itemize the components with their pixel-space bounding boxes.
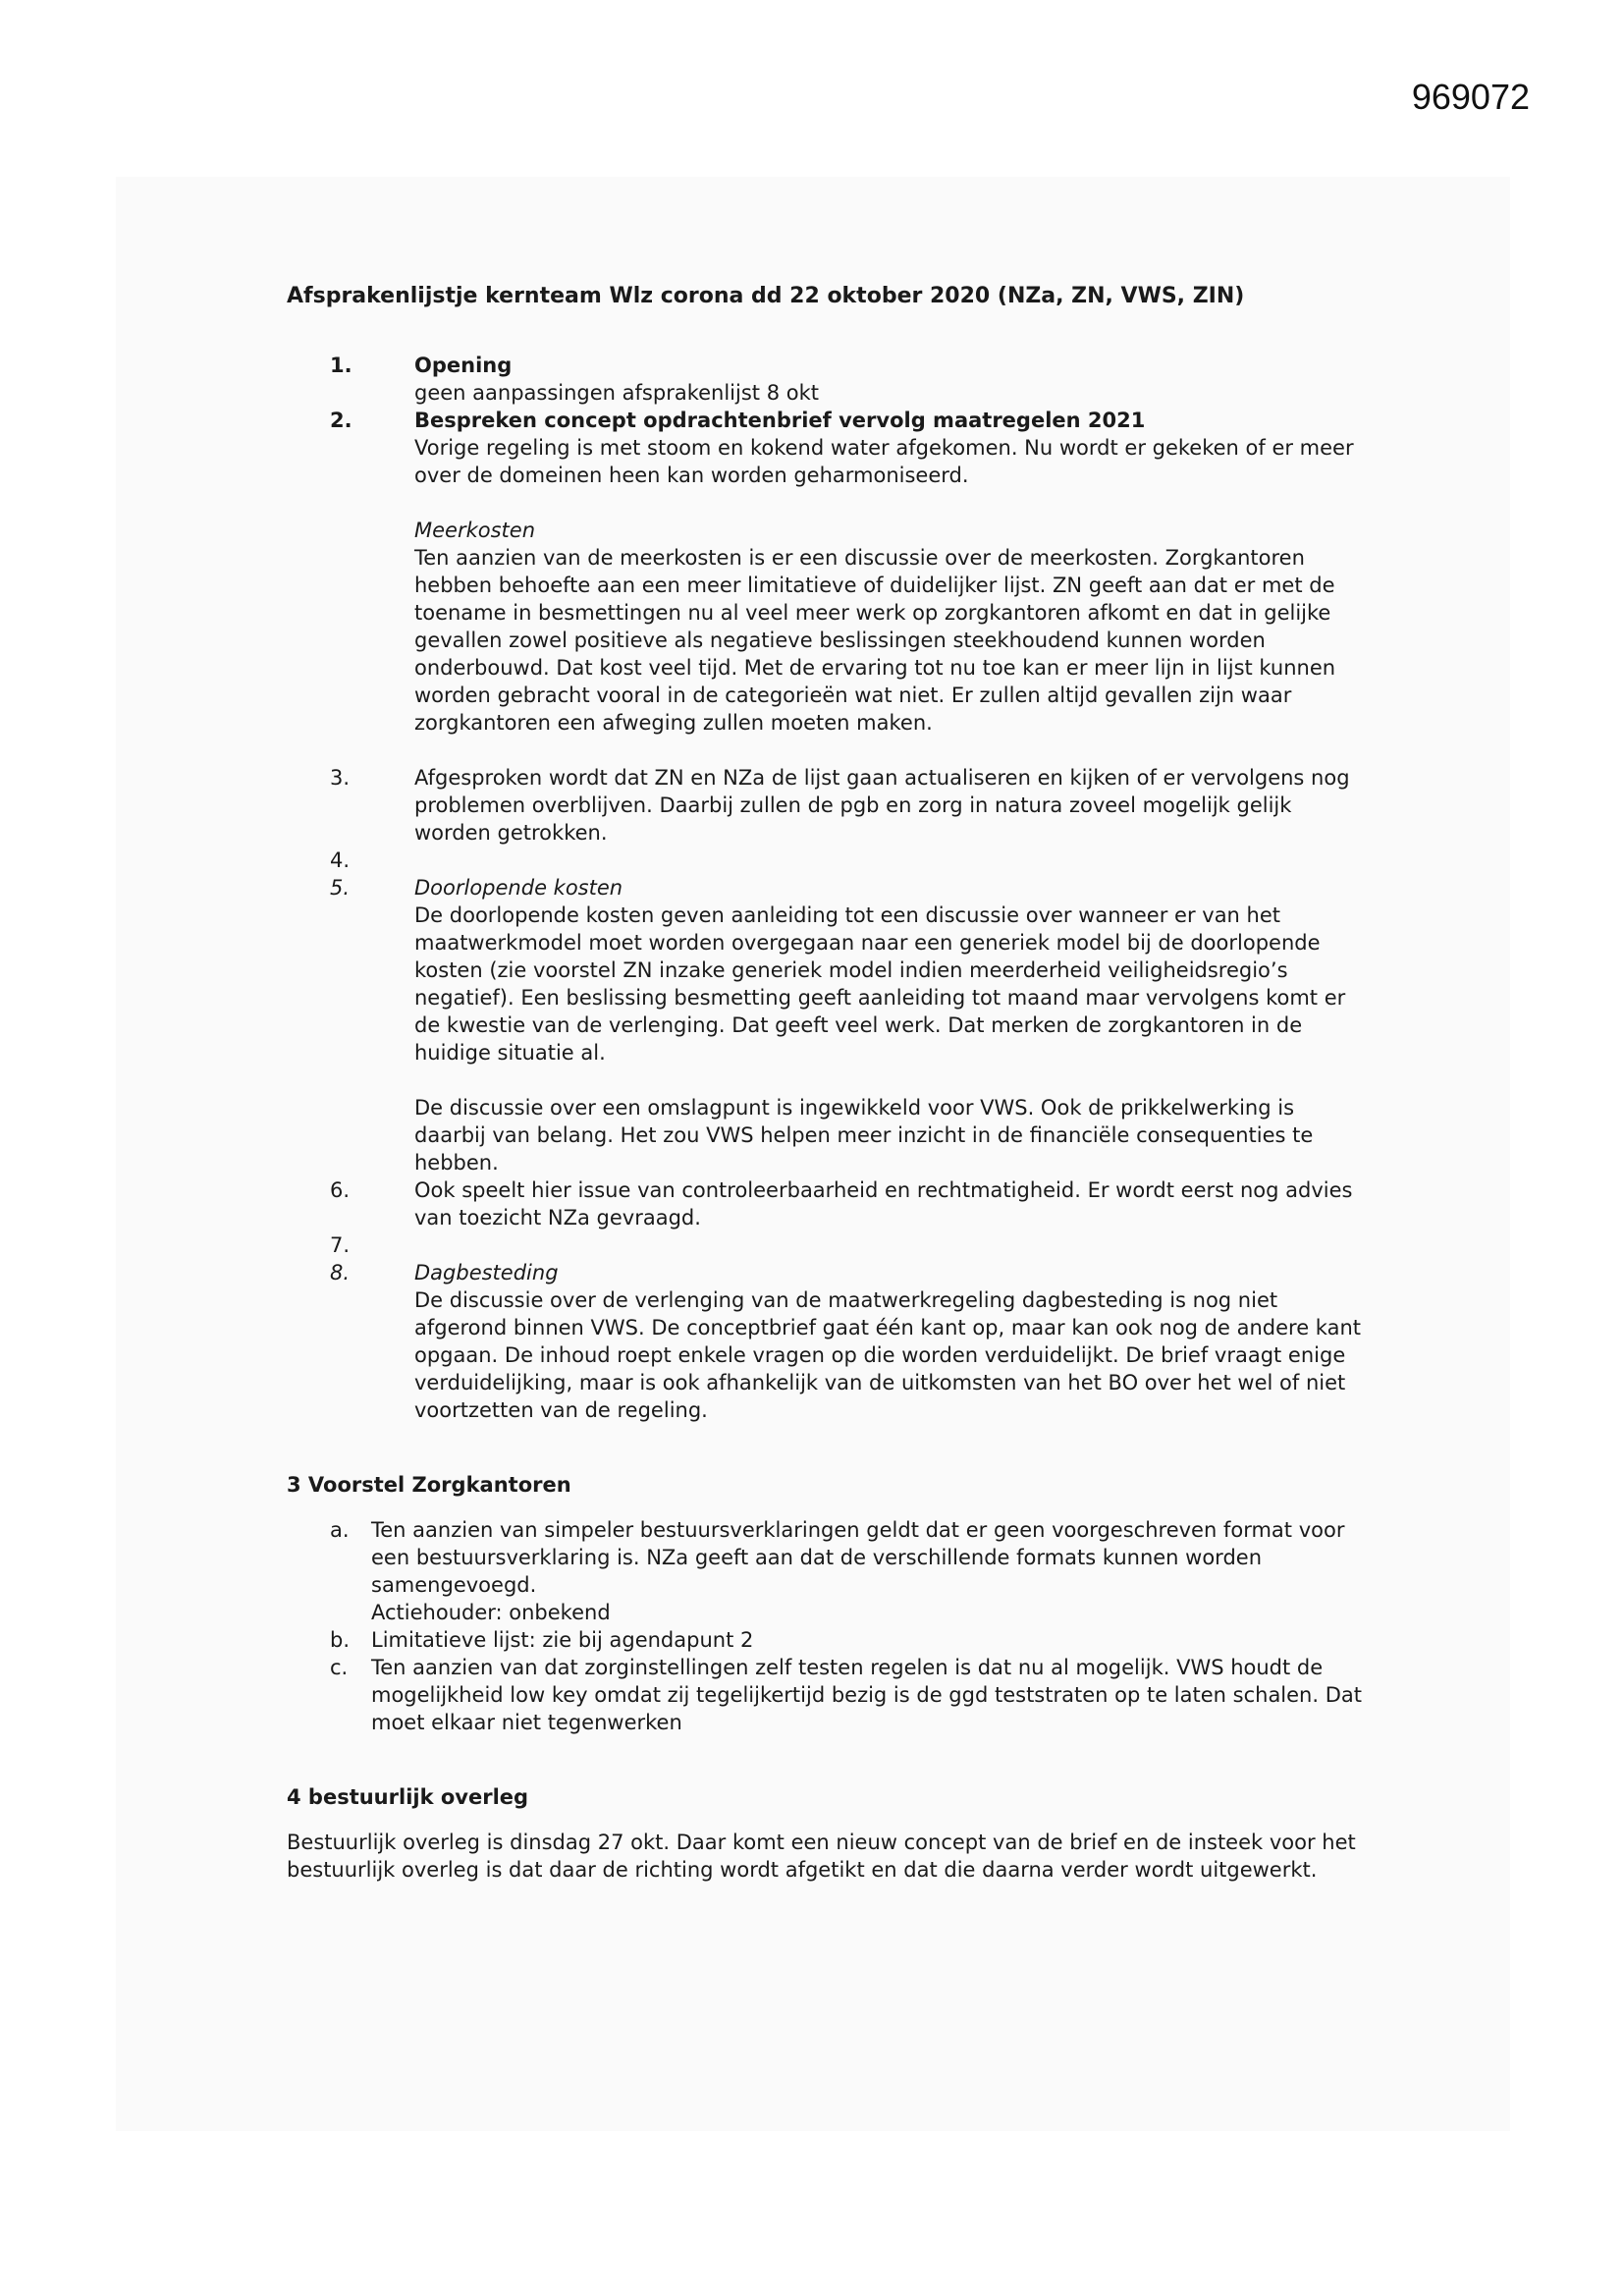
item-number: 4. [330, 848, 351, 872]
item-number: 3. [330, 766, 351, 790]
section-3-item-c [287, 1654, 1367, 1736]
item-text: Limitatieve lijst: zie bij agendapunt 2 [371, 1628, 754, 1652]
item-text: Ten aanzien van dat zorginstellingen zelf testen regelen is dat nu al mogelijk. VWS houdt de mogelijkheid low key omdat zij tegelijkertijd bezig is de ggd teststraten op te laten schalen. Dat moet elkaar niet tegenwerken [371, 1656, 1362, 1734]
item-subheading: Meerkosten [414, 519, 536, 542]
section-3-title: 3 Voorstel Zorgkantoren [287, 1473, 571, 1497]
document-content [287, 283, 1367, 1884]
item-extra: Actiehouder: onbekend [371, 1601, 611, 1624]
item-subtext: Ten aanzien van de meerkosten is er een discussie over de meerkosten. Zorgkantoren hebben behoefte aan een meer limitatieve of duidelijker lijst. ZN geeft aan dat er met de toename in besmettingen nu al veel meer werk op zorgkantoren afkomt en dat in gelijke gevallen zowel positieve als negatieve beslissingen steekhoudend kunnen worden onderbouwd. Dat kost veel tijd. Met de ervaring tot nu toe kan er meer lijn in lijst kunnen worden gebracht vooral in de categorieën wat niet. Er zullen altijd gevallen zijn waar zorgkantoren een afweging zullen moeten maken. [414, 546, 1336, 735]
item-heading: Doorlopende kosten [414, 876, 623, 900]
section-4-title: 4 bestuurlijk overleg [287, 1785, 529, 1809]
section-3-item-a [287, 1516, 1367, 1626]
agenda-item-2 [287, 407, 1367, 737]
section-3-item-b [287, 1626, 1367, 1654]
item-heading: Bespreken concept opdrachtenbrief vervolg maatregelen 2021 [414, 409, 1146, 432]
item-number: 7. [330, 1233, 351, 1257]
item-text: Afgesproken wordt dat ZN en NZa de lijst gaan actualiseren en kijken of er vervolgens nog problemen overblijven. Daarbij zullen de pgb en zorg in natura zoveel mogelijk gelijk worden getrokken. [414, 766, 1350, 845]
agenda-item-1 [287, 352, 1367, 407]
section-4-text: Bestuurlijk overleg is dinsdag 27 okt. Daar komt een nieuw concept van de brief en de insteek voor het bestuurlijk overleg is dat daar de richting wordt afgetikt en dat die daarna verder wordt uitgewerkt. [287, 1831, 1356, 1882]
item-number: 8. [330, 1261, 351, 1285]
item-number: 1. [330, 354, 352, 377]
item-letter: c. [330, 1656, 349, 1679]
item-text: geen aanpassingen afsprakenlijst 8 okt [414, 381, 819, 405]
agenda-item-7 [287, 1231, 1367, 1259]
item-heading: Opening [414, 354, 513, 377]
item-letter: b. [330, 1628, 351, 1652]
agenda-item-6 [287, 1176, 1367, 1231]
item-number: 2. [330, 409, 352, 432]
item-text: De discussie over de verlenging van de maatwerkregeling dagbesteding is nog niet afgerond binnen VWS. De conceptbrief gaat één kant op, maar kan ook nog de andere kant opgaan. De inhoud roept enkele vragen op die worden verduidelijkt. De brief vraagt enige verduidelijking, maar is ook afhankelijk van de uitkomsten van het BO over het wel of niet voortzetten van de regeling. [414, 1288, 1362, 1422]
item-text: Vorige regeling is met stoom en kokend water afgekomen. Nu wordt er gekeken of er meer over de domeinen heen kan worden geharmoniseerd. [414, 436, 1354, 487]
item-letter: a. [330, 1518, 350, 1542]
item-text-2: De discussie over een omslagpunt is ingewikkeld voor VWS. Ook de prikkelwerking is daarbij van belang. Het zou VWS helpen meer inzicht in de financiële consequenties te hebben. [414, 1096, 1314, 1175]
item-text: Ten aanzien van simpeler bestuursverklaringen geldt dat er geen voorgeschreven format voor een bestuursverklaring is. NZa geeft aan dat de verschillende formats kunnen worden samengevoegd. [371, 1518, 1345, 1597]
document-title: Afsprakenlijstje kernteam Wlz corona dd 22 oktober 2020 (NZa, ZN, VWS, ZIN) [287, 284, 1245, 308]
document-number: 969072 [1411, 77, 1530, 117]
agenda-item-3 [287, 764, 1367, 847]
item-heading: Dagbesteding [414, 1261, 559, 1285]
item-text: De doorlopende kosten geven aanleiding tot een discussie over wanneer er van het maatwerkmodel moet worden overgegaan naar een generiek model bij de doorlopende kosten (zie voorstel ZN inzake generiek model indien meerderheid veiligheidsregio’s negatief). Een beslissing besmetting geeft aanleiding tot maand maar vervolgens komt er de kwestie van de verlenging. Dat geeft veel werk. Dat merken de zorgkantoren in de huidige situatie al. [414, 903, 1346, 1065]
agenda-item-4 [287, 847, 1367, 874]
item-number: 5. [330, 876, 351, 900]
agenda-item-5 [287, 874, 1367, 1176]
item-text: Ook speelt hier issue van controleerbaarheid en rechtmatigheid. Er wordt eerst nog advies van toezicht NZa gevraagd. [414, 1178, 1353, 1230]
agenda-item-8 [287, 1259, 1367, 1424]
item-number: 6. [330, 1178, 351, 1202]
